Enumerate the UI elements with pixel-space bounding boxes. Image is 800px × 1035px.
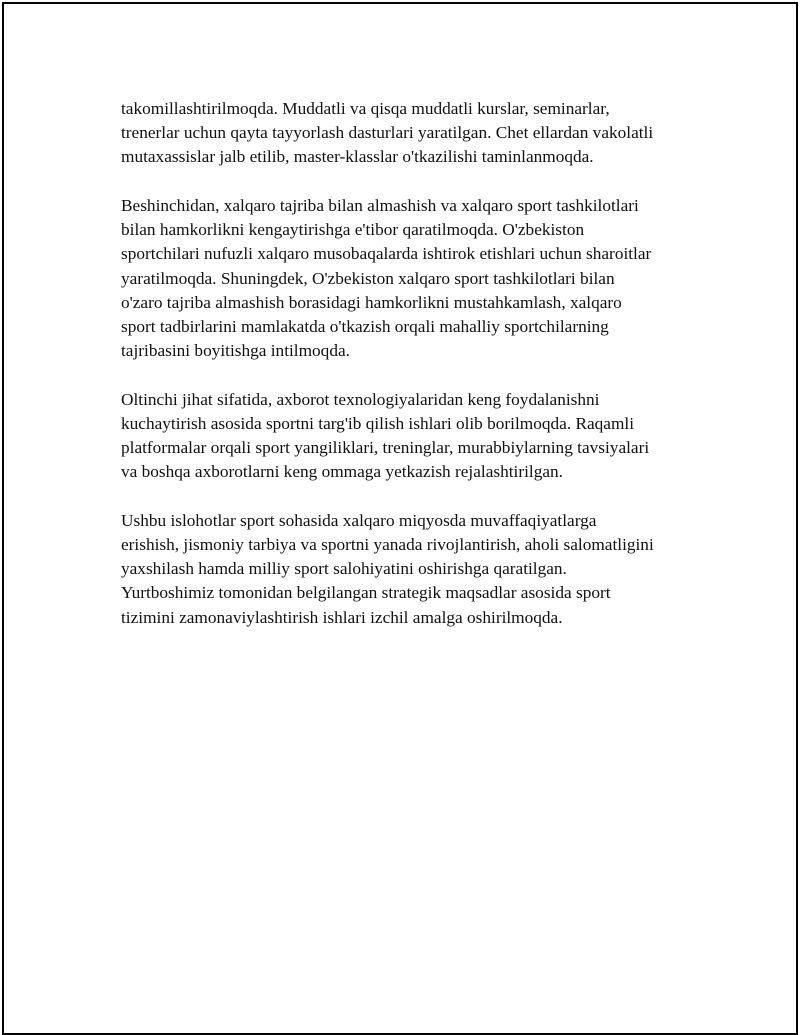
text-line: o'zaro tajriba almashish borasidagi hamkorlikni mustahkamlash, xalqaro — [121, 292, 622, 312]
text-line: va boshqa axborotlarni keng ommaga yetkazish rejalashtirilgan. — [121, 462, 563, 482]
paragraph — [121, 388, 699, 485]
text-line: yaratilmoqda. Shuningdek, O'zbekiston xalqaro sport tashkilotlari bilan — [121, 268, 615, 288]
text-line: sportchilari nufuzli xalqaro musobaqalarda ishtirok etishlari uchun sharoitlar — [121, 244, 652, 264]
text-line: trenerlar uchun qayta tayyorlash dasturlari yaratilgan. Chet ellardan vakolatli — [121, 123, 654, 143]
text-line: tajribasini boyitishga intilmoqda. — [121, 341, 350, 361]
page — [2, 2, 798, 1035]
text-line: sport tadbirlarini mamlakatda o'tkazish orqali mahalliy sportchilarning — [121, 316, 609, 336]
paragraph — [121, 97, 699, 170]
text-line: erishish, jismoniy tarbiya va sportni yanada rivojlantirish, aholi salomatligini — [121, 534, 654, 554]
text-line: takomillashtirilmoqda. Muddatli va qisqa muddatli kurslar, seminarlar, — [121, 99, 610, 118]
paragraph — [121, 194, 699, 363]
text-line: mutaxassislar jalb etilib, master-klasslar o'tkazilishi taminlanmoqda. — [121, 147, 594, 167]
text-line: platformalar orqali sport yangiliklari, treninglar, murabbiylarning tavsiyalari — [121, 438, 650, 458]
text-line: bilan hamkorlikni kengaytirishga e'tibor qaratilmoqda. O'zbekiston — [121, 220, 585, 240]
text-line: tizimini zamonaviylashtirish ishlari izchil amalga oshirilmoqda. — [121, 607, 563, 627]
text-line: Yurtboshimiz tomonidan belgilangan strategik maqsadlar asosida sport — [121, 583, 611, 603]
paragraph — [121, 509, 699, 630]
text-line: Oltinchi jihat sifatida, axborot texnologiyalaridan keng foydalanishni — [121, 389, 600, 409]
text-line: Ushbu islohotlar sport sohasida xalqaro miqyosda muvaffaqiyatlarga — [121, 510, 597, 530]
text-line: yaxshilash hamda milliy sport salohiyatini oshirishga qaratilgan. — [121, 559, 567, 579]
text-line: Beshinchidan, xalqaro tajriba bilan almashish va xalqaro sport tashkilotlari — [121, 195, 639, 215]
text-line: kuchaytirish asosida sportni targ'ib qilish ishlari olib borilmoqda. Raqamli — [121, 413, 635, 433]
document-body — [121, 97, 699, 654]
